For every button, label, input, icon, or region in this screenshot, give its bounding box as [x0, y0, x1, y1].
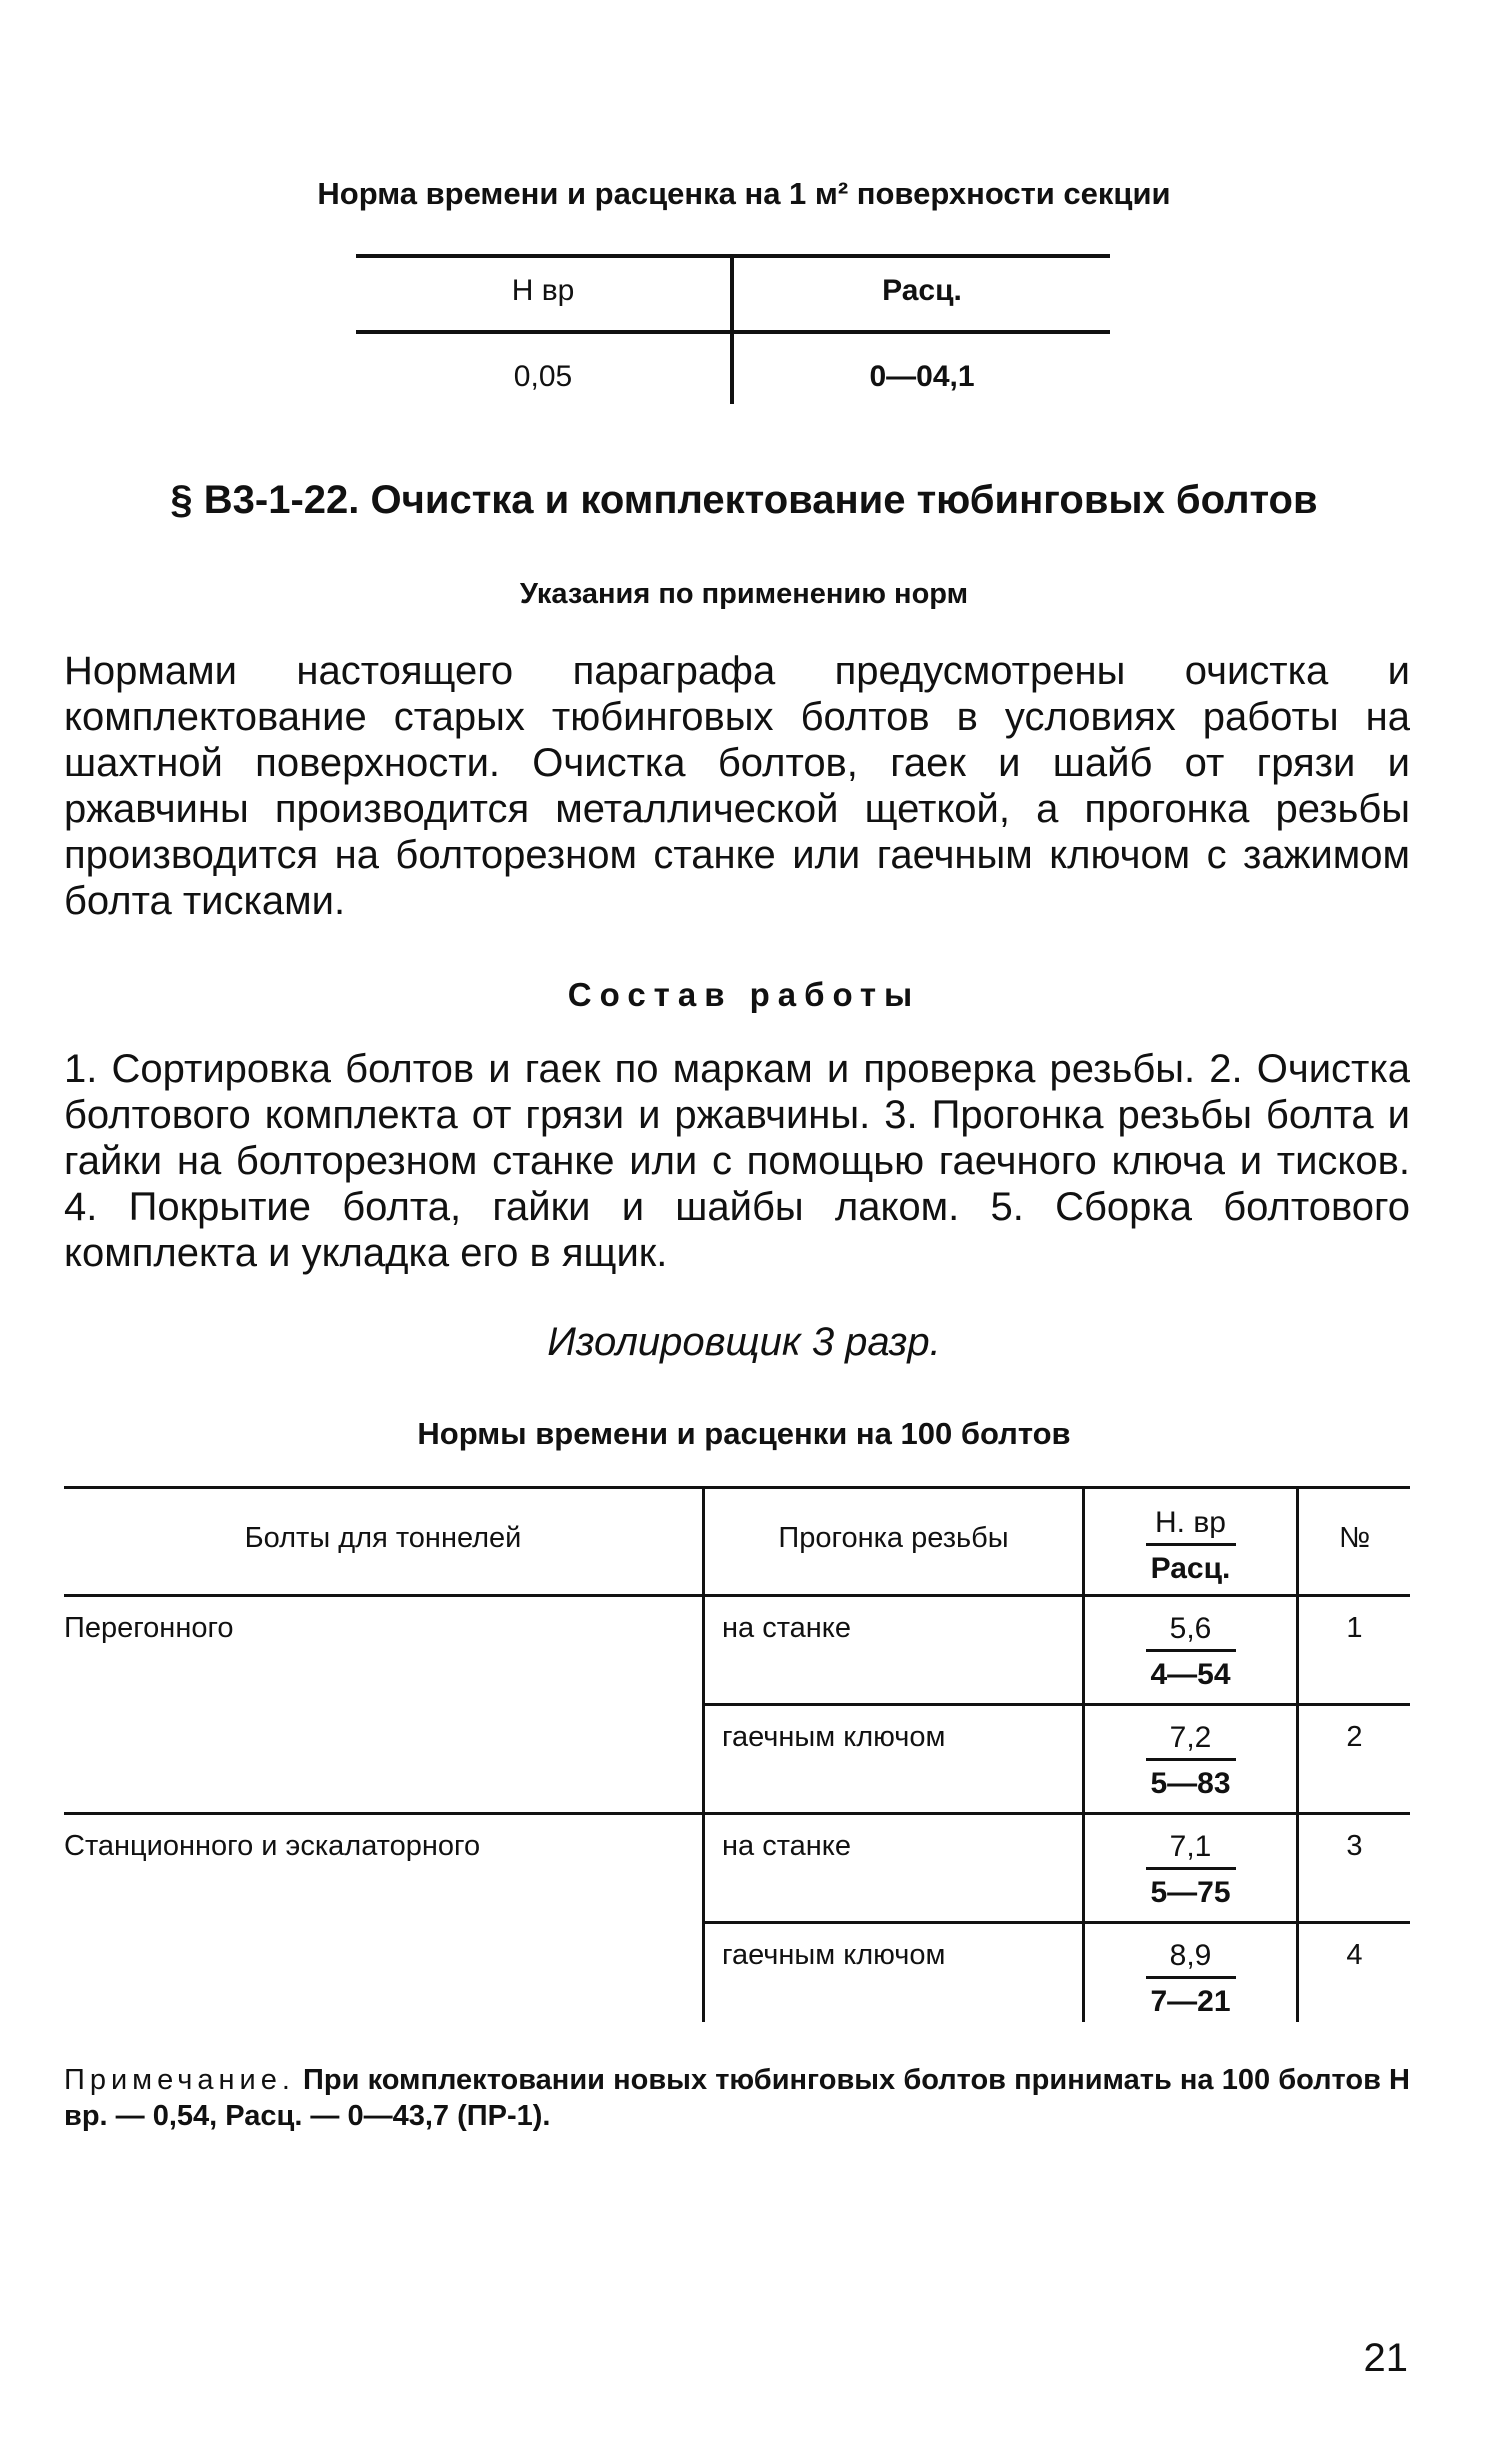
main-table-title: Нормы времени и расценки на 100 болтов — [417, 1416, 1071, 1451]
header-nvr-rasc — [1085, 1506, 1296, 1586]
table-row-1-method: на станке — [722, 1612, 851, 1644]
top-table-header-nvr: Н вр — [511, 274, 575, 307]
main-table-divider-1 — [702, 1486, 705, 2022]
table-row-4-value: $\frac{8,9}{7—21}$ — [1085, 1939, 1296, 2019]
header-bolts: Болты для тоннелей — [244, 1522, 522, 1554]
instructions-text: Нормами настоящего параграфа предусмотрены очистка и комплектование старых тюбинговых болтов в условиях работы на шахтной поверхности. Очистка болтов, гаек и шайб от грязи и ржавчины производится металлической щеткой, а прогонка резьбы производится на болторезном станке или гаечным ключом с зажимом болта тисками. — [64, 649, 1410, 923]
table-row-2-number: 2 — [1346, 1721, 1363, 1753]
table-row-4-number: 4 — [1346, 1939, 1363, 1971]
table-row-3-method: на станке — [722, 1830, 851, 1862]
table-row-1-value: $\frac{5,6}{4—54}$ — [1085, 1612, 1296, 1692]
main-table-rule-group — [64, 1812, 1410, 1815]
main-table-rule-header — [64, 1594, 1410, 1597]
composition-title: Состав работы — [567, 976, 921, 1013]
header-threading: Прогонка резьбы — [778, 1522, 1009, 1554]
top-table-value-nvr: 0,05 — [513, 360, 573, 393]
composition-text: 1. Сортировка болтов и гаек по маркам и проверка резьбы. 2. Очистка болтового комплекта от грязи и ржавчины. 3. Прогонка резьбы болта и гайки на болторезном станке или с помощью гаечного ключа и тисков. 4. Покрытие болта, гайки и шайбы лаком. 5. Сборка болтового комплекта и укладка его в ящик. — [64, 1047, 1410, 1275]
section-title: § В3-1-22. Очистка и комплектование тюбинговых болтов — [170, 478, 1318, 522]
header-nvr: Н. вр — [1146, 1506, 1236, 1546]
top-table-value-rasc: 0—04,1 — [869, 360, 975, 393]
header-rasc: Расц. — [1150, 1552, 1231, 1585]
note-label: Примечание. — [64, 2064, 295, 2096]
main-table-rule-row3 — [702, 1921, 1410, 1924]
page-number: 21 — [1363, 2336, 1408, 2380]
table-row-3-value: $\frac{7,1}{5—75}$ — [1085, 1830, 1296, 1910]
table-row-1-bolt: Перегонного — [64, 1612, 234, 1644]
top-table-header-rasc: Расц. — [882, 274, 962, 307]
main-table-rule-row1 — [702, 1703, 1410, 1706]
note-text: При комплектовании новых тюбинговых болтов принимать на 100 болтов Н вр. — 0,54, Расц. — 0—43,7 (ПР-1). — [64, 2064, 1410, 2132]
table-row-3-number: 3 — [1346, 1830, 1363, 1862]
worker-category: Изолировщик 3 разр. — [547, 1320, 941, 1364]
table-row-3-bolt: Станционного и эскалаторного — [64, 1830, 481, 1862]
instructions-title: Указания по применению норм — [519, 578, 969, 610]
header-number: № — [1338, 1522, 1371, 1554]
table-row-1-number: 1 — [1346, 1612, 1363, 1644]
main-table-rule-top — [64, 1486, 1410, 1489]
table-row-4-method: гаечным ключом — [722, 1939, 946, 1971]
note — [64, 2062, 1410, 2134]
top-table-title: Норма времени и расценка на 1 м² поверхности секции — [317, 176, 1171, 211]
table-row-2-method: гаечным ключом — [722, 1721, 946, 1753]
table-row-2-value: $\frac{7,2}{5—83}$ — [1085, 1721, 1296, 1801]
